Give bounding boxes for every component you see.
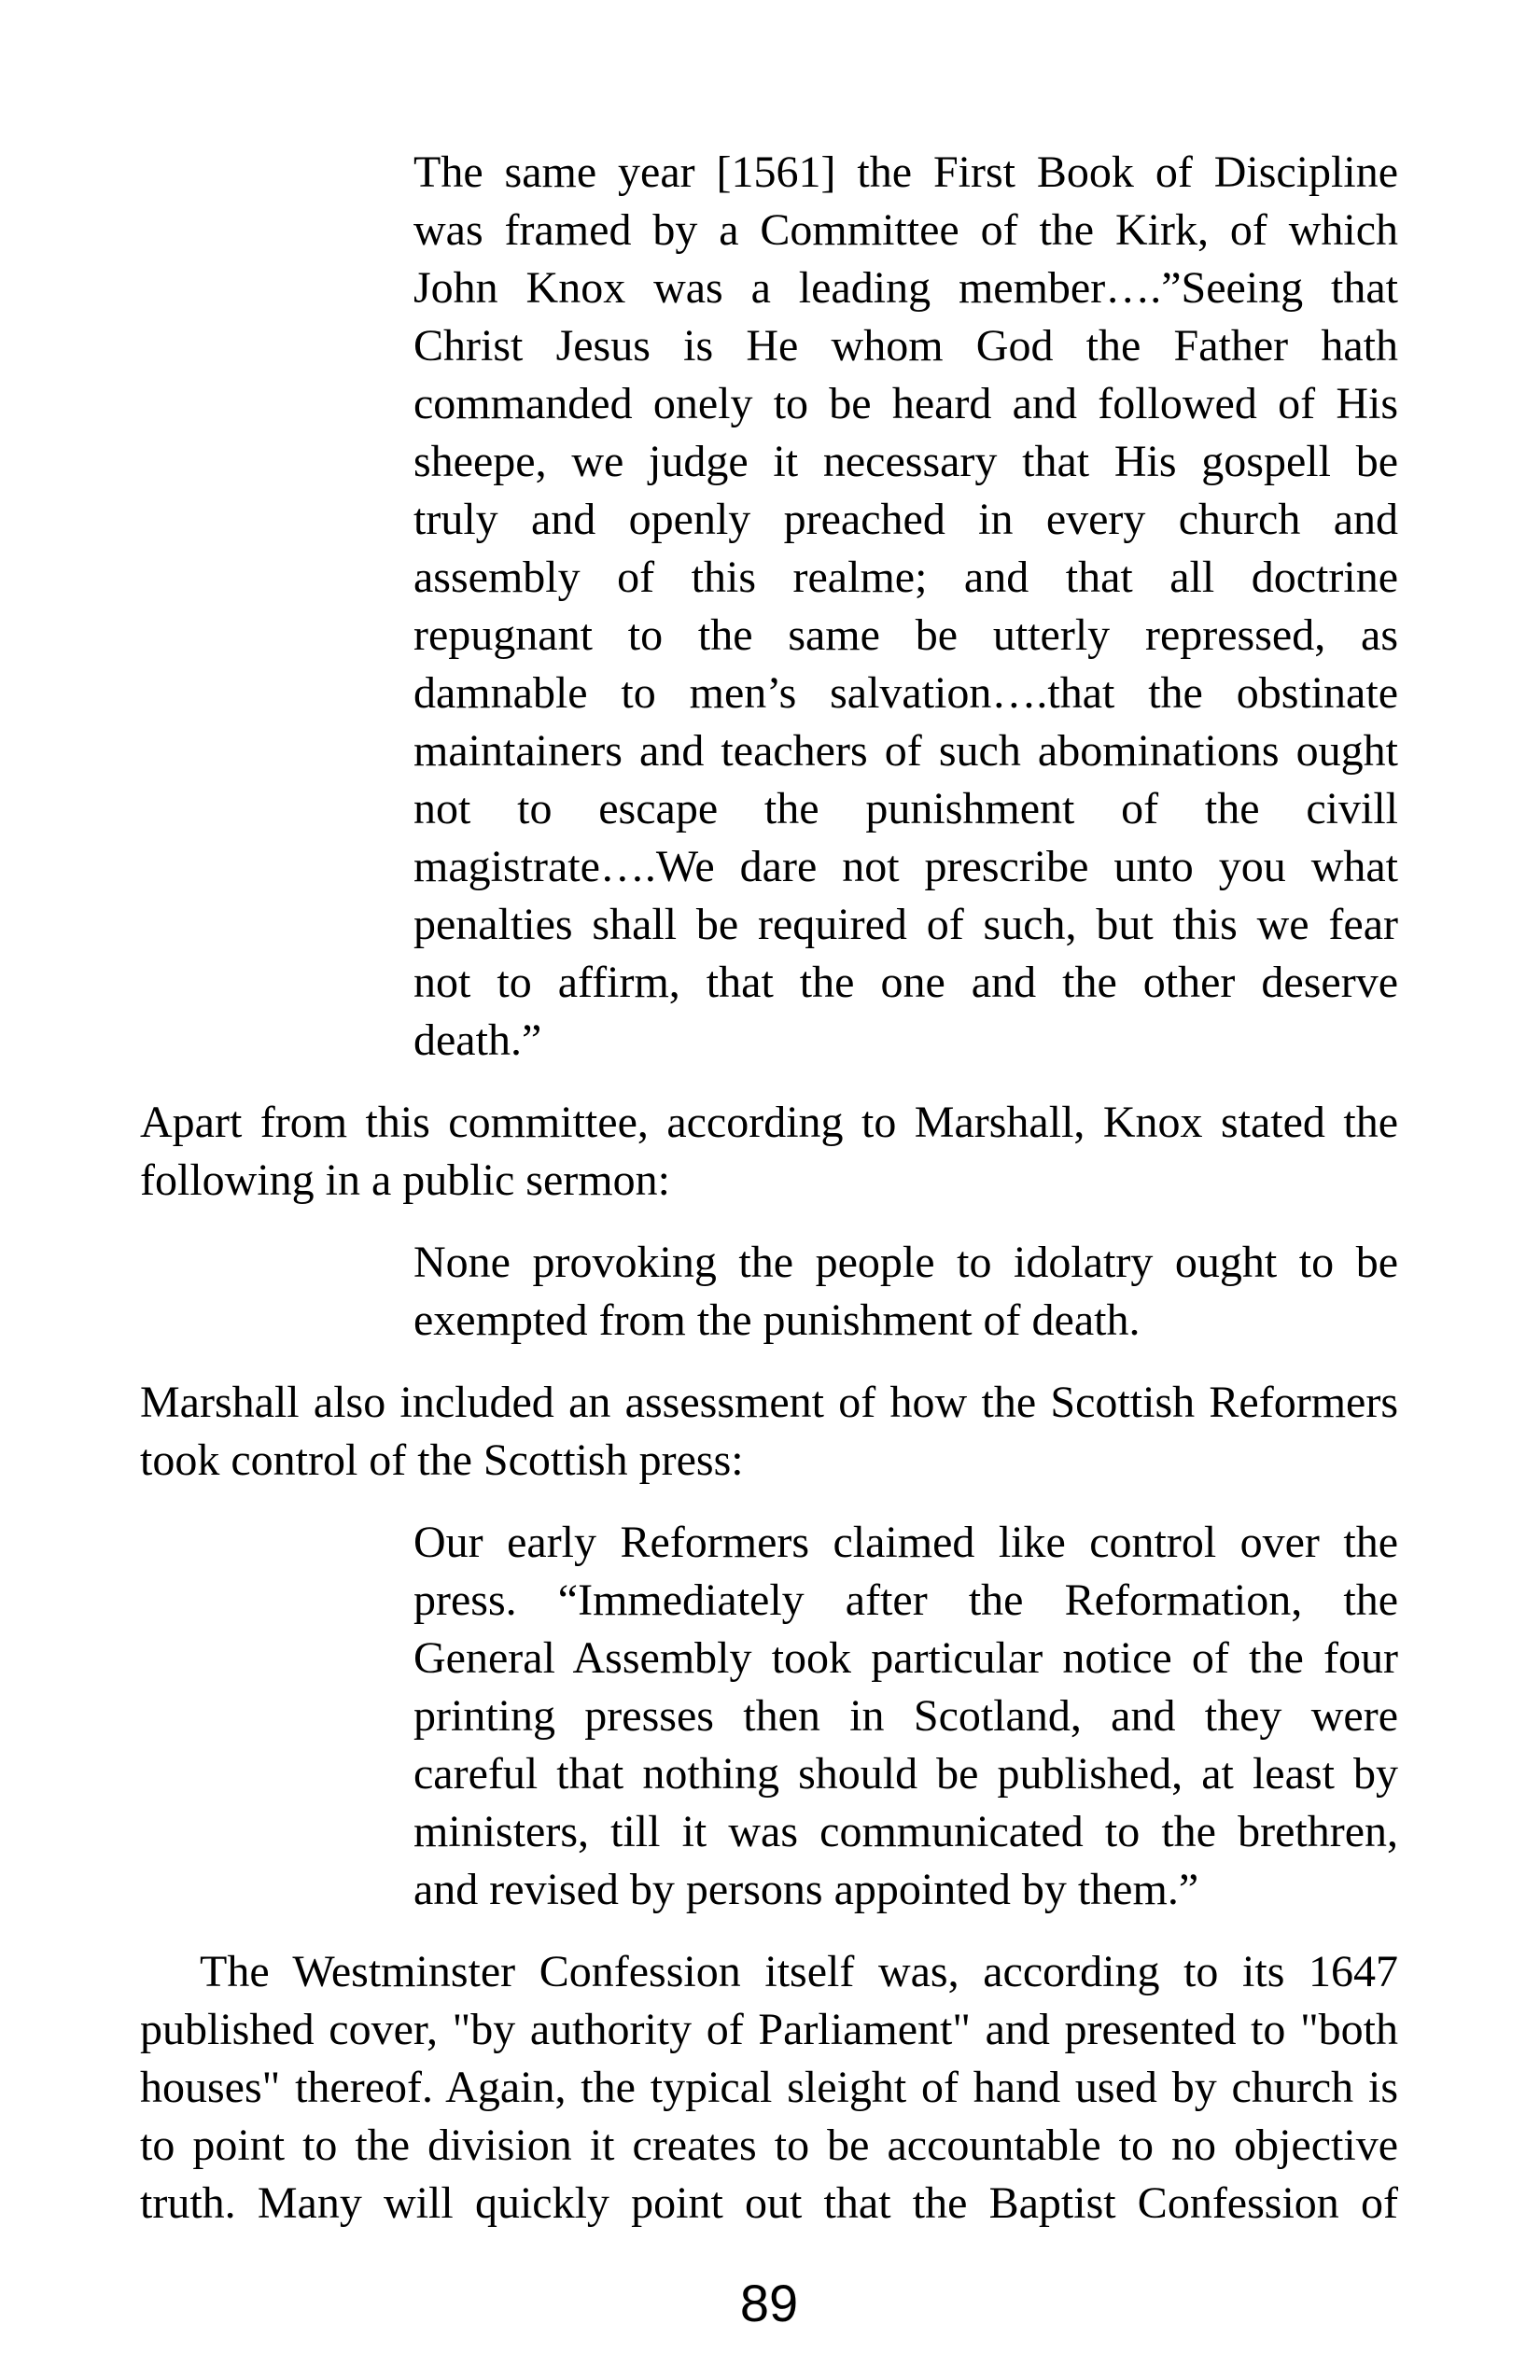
text-line: maintainers and teachers of such abominations ought [413,726,1398,776]
text-line: and revised by persons appointed by them.” [413,1865,1199,1914]
text-line: truth. Many will quickly point out that the Baptist Confession of [140,2178,1398,2228]
text-line: sheepe, we judge it necessary that His gospell be [413,437,1398,486]
text-line: ministers, till it was communicated to the brethren, [413,1807,1398,1856]
text-line: Apart from this committee, according to Marshall, Knox stated the [140,1098,1398,1147]
text-line: Marshall also included an assessment of how the Scottish Reformers [140,1378,1398,1427]
text-line: The same year [1561] the First Book of Discipline [413,147,1398,197]
text-line: Our early Reformers claimed like control over the [413,1518,1398,1567]
text-line: commanded onely to be heard and followed of His [413,379,1398,428]
paragraph [140,1943,1398,2233]
page-number: 89 [739,2274,799,2332]
text-line: The Westminster Confession itself was, according to its 1647 [200,1947,1398,1996]
block-quote [140,1234,1398,1350]
text-line: None provoking the people to idolatry ought to be [413,1238,1398,1287]
block-quote [140,1514,1398,1919]
block-quote [140,144,1398,1070]
text-line: exempted from the punishment of death. [413,1295,1141,1345]
text-line: assembly of this realme; and that all doctrine [413,553,1398,602]
text-line: following in a public sermon: [140,1155,670,1205]
text-line: careful that nothing should be published, at least by [413,1749,1398,1799]
text-line: to point to the division it creates to be accountable to no objective [140,2121,1398,2170]
text-line: General Assembly took particular notice of the four [413,1633,1398,1683]
text-line: printing presses then in Scotland, and they were [413,1691,1398,1741]
text-line: took control of the Scottish press: [140,1435,744,1485]
page-content [140,144,1398,2233]
text-line: John Knox was a leading member….”Seeing that [413,263,1398,313]
paragraph [140,1094,1398,1210]
text-line: truly and openly preached in every church and [413,495,1398,544]
text-line: houses" thereof. Again, the typical sleight of hand used by church is [140,2063,1398,2112]
paragraph [140,1374,1398,1490]
text-line: Christ Jesus is He whom God the Father hath [413,321,1398,371]
text-line: death.” [413,1015,542,1065]
text-line: published cover, "by authority of Parliament" and presented to "both [140,2005,1398,2054]
text-line: was framed by a Committee of the Kirk, of which [413,205,1398,255]
text-line: damnable to men’s salvation….that the obstinate [413,668,1398,718]
text-line: penalties shall be required of such, but this we fear [413,900,1398,949]
text-line: not to affirm, that the one and the other deserve [413,958,1398,1007]
text-line: press. “Immediately after the Reformation, the [413,1575,1398,1625]
text-line: not to escape the punishment of the civill [413,784,1398,833]
text-line: magistrate….We dare not prescribe unto you what [413,842,1398,891]
text-line: repugnant to the same be utterly repressed, as [413,610,1398,660]
